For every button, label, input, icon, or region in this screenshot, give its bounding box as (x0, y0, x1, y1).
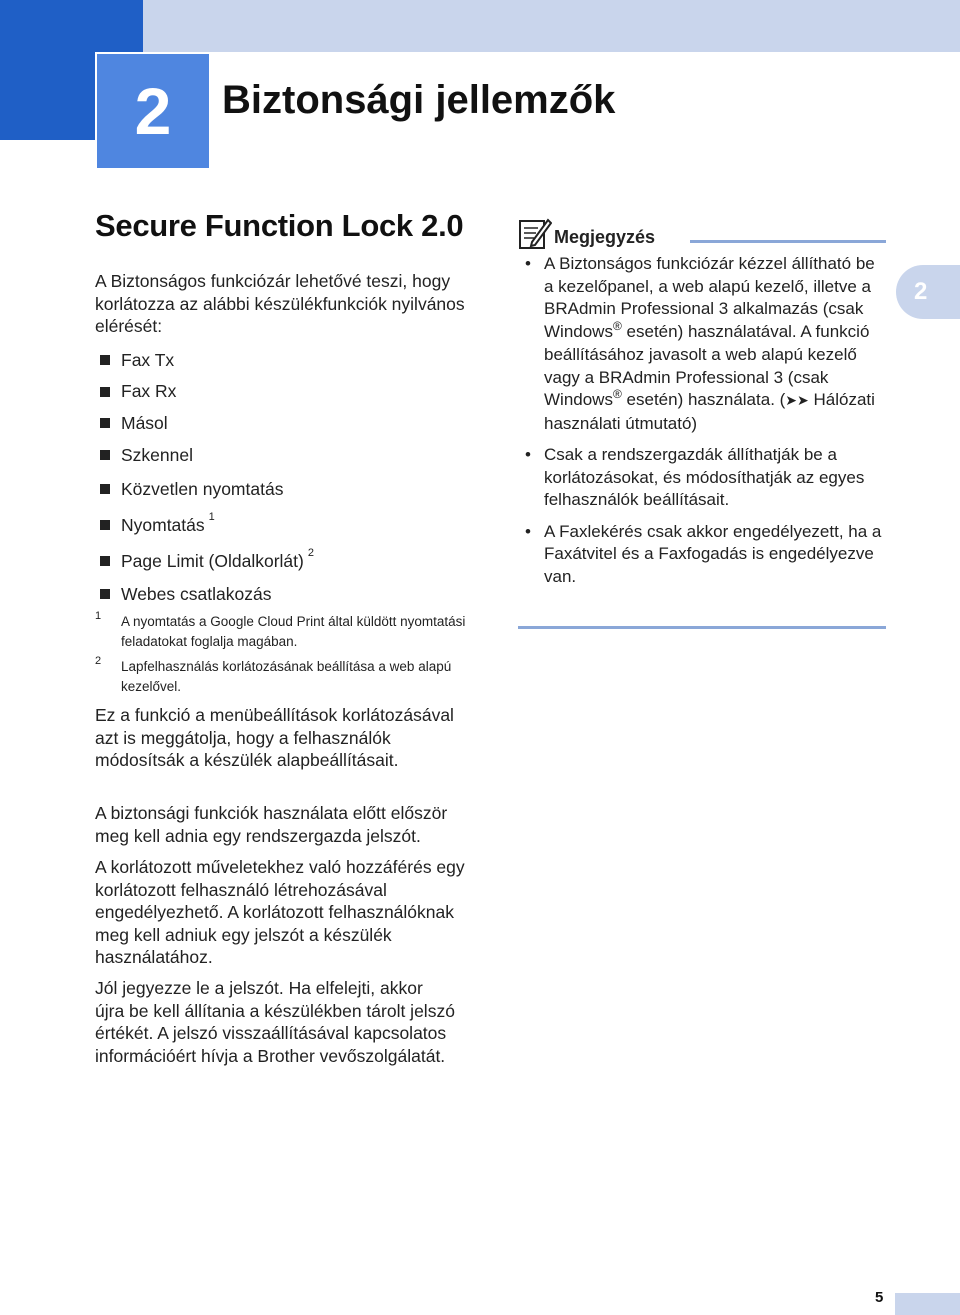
square-bullet-icon (100, 484, 110, 494)
list-item: Másol (100, 407, 480, 439)
footnote-text: A nyomtatás a Google Cloud Print által küldött nyomtatási feladatokat foglalja magában. (121, 614, 466, 649)
body-paragraph: A korlátozott műveletekhez való hozzáférés egy korlátozott felhasználó létrehozásával engedélyezhető. A korlátozott felhasználóknak meg kell adniuk egy jelszót a készülék használatához. (95, 857, 465, 967)
square-bullet-icon (100, 520, 110, 530)
registered-mark: ® (612, 387, 622, 401)
note-rule-top (690, 240, 886, 243)
registered-mark: ® (612, 318, 622, 333)
note-rule-bottom (518, 626, 886, 629)
function-list (100, 344, 480, 609)
double-arrow-icon: ➤➤ (785, 393, 809, 409)
note-title: Megjegyzés (554, 227, 656, 247)
footnote-ref: 2 (307, 547, 314, 559)
chapter-number: 2 (95, 52, 211, 170)
footnote-text: Lapfelhasználás korlátozásának beállítása a web alapú kezelővel. (121, 659, 452, 694)
square-bullet-icon (100, 355, 110, 365)
intro-paragraph: A Biztonságos funkciózár lehetővé teszi, hogy korlátozza az alábbi készülékfunkciók nyilvános elérését: (95, 271, 465, 336)
list-item: Szkennel (100, 439, 480, 471)
list-item: Fax Tx (100, 344, 480, 376)
list-item: Page Limit (Oldalkorlát) 2 (100, 543, 480, 579)
square-bullet-icon (100, 418, 110, 428)
square-bullet-icon (100, 387, 110, 397)
footnote (95, 657, 485, 697)
header-band-light (143, 0, 960, 52)
footnote (95, 612, 485, 652)
list-item: Nyomtatás 1 (100, 507, 480, 543)
footnote-ref: 1 (208, 511, 215, 523)
footer-band (895, 1293, 960, 1315)
footnote-number: 1 (95, 610, 102, 622)
body-paragraph: Jól jegyezze le a jelszót. Ha elfelejti, akkor újra be kell állítania a készülékben tárolt jelszó értékét. A jelszó visszaállításával kapcsolatos információért hívja a Brother vevőszolgálatát. (95, 978, 455, 1066)
page-number: 5 (875, 1289, 884, 1306)
note-item: • A Faxlekérés csak akkor engedélyezett, ha a Faxátvitel és a Faxfogadás is engedélyezve van. (523, 521, 888, 589)
note-pencil-icon (518, 216, 552, 250)
section-title: Secure Function Lock 2.0 (95, 208, 464, 243)
body-paragraph: Ez a funkció a menübeállítások korlátozásával azt is meggátolja, hogy a felhasználók módosítsák a készülék alapbeállításait. (95, 705, 454, 770)
note-item: • Csak a rendszergazdák állíthatják be a korlátozásokat, és módosíthatják az egyes felhasználók beállításait. (523, 444, 888, 512)
square-bullet-icon (100, 556, 110, 566)
chapter-title: Biztonsági jellemzők (222, 78, 616, 122)
square-bullet-icon (100, 589, 110, 599)
footnote-number: 2 (95, 655, 102, 667)
list-item: Közvetlen nyomtatás (100, 471, 480, 507)
note-item: • A Biztonságos funkciózár kézzel állítható be a kezelőpanel, a web alapú kezelő, illetve a BRAdmin Professional 3 alkalmazás (csak Windows® esetén) használatával. A funkció beállításához javasolt a web alapú kezelő vagy a BRAdmin Professional 3 (csak Windows® esetén) használata. (➤➤ Hálózati használati útmutató) (523, 253, 888, 435)
list-item: Fax Rx (100, 376, 480, 407)
note-list (523, 253, 888, 597)
body-paragraph: A biztonsági funkciók használata előtt először meg kell adnia egy rendszergazda jelszót. (95, 803, 448, 846)
chapter-side-tab: 2 (896, 265, 960, 319)
square-bullet-icon (100, 450, 110, 460)
list-item: Webes csatlakozás (100, 579, 480, 609)
